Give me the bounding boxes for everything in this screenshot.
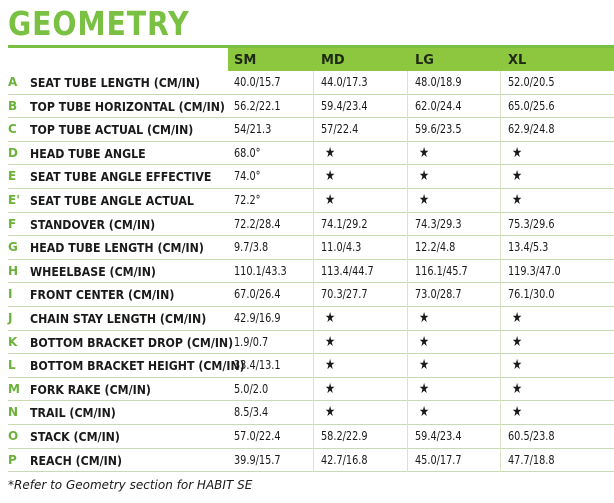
star-icon: ★	[325, 168, 336, 185]
column-header-lg: LG	[415, 53, 434, 68]
table-row	[8, 118, 614, 142]
row-label: BOTTOM BRACKET DROP (CM/IN)	[30, 334, 234, 350]
table-row	[8, 425, 614, 449]
cell-value: 76.1/30.0	[508, 287, 555, 302]
table-row	[8, 260, 614, 284]
row-letter: E	[8, 169, 17, 184]
star-icon: ★	[419, 144, 430, 161]
table-row	[8, 283, 614, 307]
cell-value: 44.0/17.3	[321, 75, 368, 89]
row-letter: O	[8, 429, 19, 443]
cell-value: 9.7/3.8	[234, 240, 269, 255]
row-letter: B	[8, 98, 18, 113]
cell-value: 42.7/16.8	[321, 452, 368, 467]
cell-value: 72.2°	[234, 193, 261, 207]
row-letter: F	[8, 216, 17, 231]
row-letter: J	[8, 311, 13, 325]
table-row	[8, 449, 614, 473]
star-icon: ★	[512, 357, 523, 374]
row-label: FORK RAKE (CM/IN)	[30, 381, 151, 397]
cell-value: 60.5/23.8	[508, 429, 555, 443]
star-icon: ★	[325, 192, 336, 208]
star-icon: ★	[512, 310, 523, 326]
table-row	[8, 95, 614, 119]
cell-value: 70.3/27.7	[321, 287, 368, 302]
row-letter: C	[8, 122, 17, 137]
cell-value: 48.0/18.9	[415, 75, 462, 89]
cell-value: 47.7/18.8	[508, 452, 555, 467]
cell-value: 40.0/15.7	[234, 75, 281, 89]
cell-value: 11.0/4.3	[321, 240, 362, 255]
star-icon: ★	[419, 357, 430, 374]
row-label: TOP TUBE ACTUAL (CM/IN)	[30, 122, 194, 138]
row-label: BOTTOM BRACKET HEIGHT (CM/IN)	[30, 358, 245, 374]
cell-value: 75.3/29.6	[508, 216, 555, 231]
column-divider	[407, 71, 408, 472]
cell-value: 110.1/43.3	[234, 263, 287, 278]
row-label: SEAT TUBE ANGLE ACTUAL	[30, 193, 194, 208]
cell-value: 74.3/29.3	[415, 216, 462, 231]
cell-value: 62.9/24.8	[508, 122, 555, 137]
row-letter: K	[8, 334, 18, 349]
star-icon: ★	[512, 404, 523, 421]
column-header-xl: XL	[508, 53, 527, 68]
row-label: TRAIL (CM/IN)	[30, 405, 116, 421]
cell-value: 73.0/28.7	[415, 287, 462, 302]
table-row	[8, 142, 614, 166]
cell-value: 39.9/15.7	[234, 452, 281, 467]
cell-value: 42.9/16.9	[234, 311, 281, 325]
cell-value: 58.2/22.9	[321, 429, 368, 443]
table-row	[8, 213, 614, 237]
cell-value: 65.0/25.6	[508, 98, 555, 113]
row-label: FRONT CENTER (CM/IN)	[30, 287, 175, 303]
table-row	[8, 71, 614, 95]
cell-value: 54/21.3	[234, 122, 272, 137]
star-icon: ★	[325, 380, 336, 397]
row-letter: L	[8, 358, 16, 373]
row-label: SEAT TUBE ANGLE EFFECTIVE	[30, 169, 212, 185]
star-icon: ★	[419, 192, 430, 208]
star-icon: ★	[512, 144, 523, 161]
row-label: STANDOVER (CM/IN)	[30, 216, 156, 232]
cell-value: 12.2/4.8	[415, 240, 456, 255]
star-icon: ★	[512, 380, 523, 397]
row-label: HEAD TUBE LENGTH (CM/IN)	[30, 240, 204, 256]
star-icon: ★	[512, 333, 523, 350]
star-icon: ★	[512, 168, 523, 185]
row-letter: E'	[8, 193, 20, 207]
cell-value: 113.4/44.7	[321, 263, 374, 278]
cell-value: 74.1/29.2	[321, 216, 368, 231]
row-label: TOP TUBE HORIZONTAL (CM/IN)	[30, 98, 225, 114]
row-letter: H	[8, 263, 19, 278]
table-row	[8, 189, 614, 213]
star-icon: ★	[419, 310, 430, 326]
row-letter: G	[8, 240, 18, 255]
row-label: WHEELBASE (CM/IN)	[30, 263, 156, 279]
size-header-bar	[228, 48, 614, 71]
table-row	[8, 236, 614, 260]
star-icon: ★	[419, 404, 430, 421]
star-icon: ★	[419, 380, 430, 397]
footnote: *Refer to Geometry section for HABIT SE	[8, 478, 253, 492]
row-label: STACK (CM/IN)	[30, 429, 120, 444]
row-label: HEAD TUBE ANGLE	[30, 145, 146, 161]
cell-value: 56.2/22.1	[234, 98, 281, 113]
cell-value: 59.6/23.5	[415, 122, 462, 137]
star-icon: ★	[325, 404, 336, 421]
column-header-sm: SM	[234, 53, 257, 68]
table-row	[8, 354, 614, 378]
cell-value: 45.0/17.7	[415, 452, 462, 467]
table-row	[8, 165, 614, 189]
row-letter: I	[8, 287, 13, 302]
cell-value: 59.4/23.4	[415, 429, 462, 443]
row-letter: M	[8, 381, 20, 396]
row-letter: D	[8, 145, 18, 160]
star-icon: ★	[419, 333, 430, 350]
star-icon: ★	[325, 333, 336, 350]
cell-value: 8.5/3.4	[234, 405, 269, 420]
cell-value: 59.4/23.4	[321, 98, 368, 113]
table-row	[8, 401, 614, 425]
cell-value: 62.0/24.4	[415, 98, 462, 113]
row-letter: A	[8, 75, 18, 89]
star-icon: ★	[512, 192, 523, 208]
table-row	[8, 331, 614, 355]
cell-value: 1.9/0.7	[234, 334, 269, 349]
table-row	[8, 378, 614, 402]
cell-value: 33.4/13.1	[234, 358, 281, 373]
star-icon: ★	[325, 144, 336, 161]
column-divider	[500, 71, 501, 472]
cell-value: 5.0/2.0	[234, 381, 269, 396]
row-letter: P	[8, 452, 17, 467]
cell-value: 119.3/47.0	[508, 263, 561, 278]
row-label: CHAIN STAY LENGTH (CM/IN)	[30, 311, 207, 326]
star-icon: ★	[419, 168, 430, 185]
star-icon: ★	[325, 310, 336, 326]
column-divider	[313, 71, 314, 472]
cell-value: 68.0°	[234, 145, 261, 160]
table-row	[8, 307, 614, 331]
cell-value: 57/22.4	[321, 122, 359, 137]
cell-value: 52.0/20.5	[508, 75, 555, 89]
row-label: SEAT TUBE LENGTH (CM/IN)	[30, 75, 201, 90]
cell-value: 57.0/22.4	[234, 429, 281, 443]
page-title: GEOMETRY	[8, 4, 190, 43]
row-letter: N	[8, 405, 19, 420]
cell-value: 67.0/26.4	[234, 287, 281, 302]
cell-value: 13.4/5.3	[508, 240, 549, 255]
column-header-md: MD	[321, 53, 345, 68]
cell-value: 74.0°	[234, 169, 261, 184]
cell-value: 116.1/45.7	[415, 263, 468, 278]
cell-value: 72.2/28.4	[234, 216, 281, 231]
row-label: REACH (CM/IN)	[30, 452, 123, 468]
star-icon: ★	[325, 357, 336, 374]
